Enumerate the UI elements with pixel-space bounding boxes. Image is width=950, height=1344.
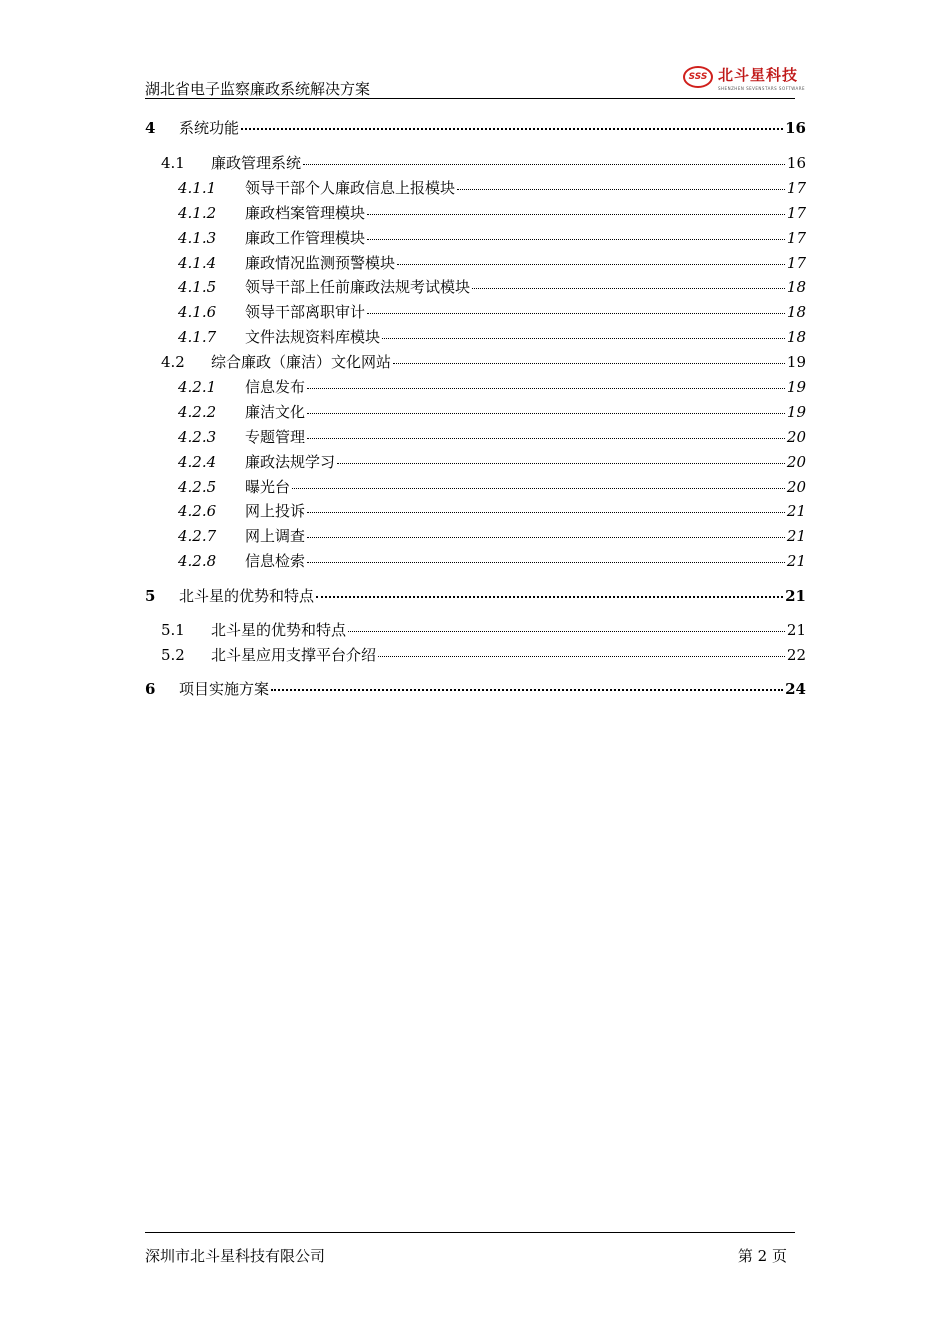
toc-entry-number: 5.2 bbox=[161, 646, 185, 664]
toc-entry-title: 廉政情况监测预警模块 bbox=[245, 254, 396, 272]
toc-entry-number: 4.2.4 bbox=[178, 453, 217, 471]
toc-entry-title: 网上调查 bbox=[245, 527, 306, 545]
page-header bbox=[145, 62, 806, 99]
toc-entry-number: 4.2.7 bbox=[178, 527, 217, 545]
toc-entry-page: 19 bbox=[786, 378, 806, 396]
toc-entry[interactable] bbox=[178, 376, 806, 398]
logo-subtitle: SHENZHEN SEVENSTARS SOFTWARE bbox=[718, 86, 806, 91]
toc-entry-number: 5 bbox=[145, 587, 156, 605]
toc-entry-number: 4.2.3 bbox=[178, 428, 217, 446]
toc-entry[interactable] bbox=[161, 351, 806, 373]
toc-entry[interactable] bbox=[178, 401, 806, 423]
toc-entry-number: 4.1.3 bbox=[178, 229, 217, 247]
toc-entry[interactable] bbox=[178, 276, 806, 298]
toc-entry[interactable] bbox=[178, 525, 806, 547]
toc-entry[interactable] bbox=[178, 227, 806, 249]
toc-entry-title: 廉洁文化 bbox=[245, 403, 306, 421]
toc-dot-leader bbox=[241, 128, 783, 130]
toc-entry-title: 廉政档案管理模块 bbox=[245, 204, 366, 222]
toc-dot-leader bbox=[307, 512, 785, 513]
toc-entry-page: 21 bbox=[786, 502, 806, 520]
toc-entry-page: 18 bbox=[786, 303, 806, 321]
toc-entry-number: 4.1 bbox=[161, 154, 185, 172]
toc-dot-leader bbox=[337, 463, 785, 464]
toc-entry[interactable] bbox=[178, 202, 806, 224]
toc-entry-title: 领导干部个人廉政信息上报模块 bbox=[245, 179, 456, 197]
toc-entry-page: 16 bbox=[785, 119, 806, 137]
toc-entry[interactable] bbox=[161, 619, 806, 641]
toc-dot-leader bbox=[457, 189, 785, 190]
toc-entry-number: 4.1.2 bbox=[178, 204, 217, 222]
toc-entry[interactable] bbox=[178, 252, 806, 274]
toc-entry-number: 4.2.2 bbox=[178, 403, 217, 421]
toc-entry-number: 4.2.6 bbox=[178, 502, 217, 520]
toc-dot-leader bbox=[367, 313, 785, 314]
toc-entry-title: 廉政管理系统 bbox=[211, 154, 302, 172]
toc-entry-page: 18 bbox=[786, 278, 806, 296]
toc-dot-leader bbox=[307, 562, 785, 563]
toc-entry-title: 专题管理 bbox=[245, 428, 306, 446]
toc-entry-page: 20 bbox=[786, 453, 806, 471]
toc-dot-leader bbox=[292, 488, 785, 489]
toc-entry-title: 信息检索 bbox=[245, 552, 306, 570]
toc-dot-leader bbox=[303, 164, 785, 165]
toc-entry-page: 22 bbox=[786, 646, 806, 664]
toc-dot-leader bbox=[367, 239, 785, 240]
toc-entry[interactable] bbox=[178, 301, 806, 323]
toc-entry-title: 北斗星的优势和特点 bbox=[179, 587, 315, 605]
page-footer bbox=[145, 1232, 795, 1273]
toc-entry[interactable] bbox=[178, 500, 806, 522]
company-logo bbox=[683, 64, 806, 96]
toc-entry[interactable] bbox=[178, 451, 806, 473]
toc-entry[interactable] bbox=[145, 585, 806, 607]
toc-entry-title: 信息发布 bbox=[245, 378, 306, 396]
toc-dot-leader bbox=[271, 689, 783, 691]
toc-dot-leader bbox=[367, 214, 785, 215]
toc-entry-title: 项目实施方案 bbox=[179, 680, 270, 698]
toc-entry-page: 17 bbox=[786, 229, 806, 247]
toc-dot-leader bbox=[393, 363, 785, 364]
toc-entry-number: 4.2 bbox=[161, 353, 185, 371]
toc-entry-number: 4.1.1 bbox=[178, 179, 217, 197]
toc-entry-title: 北斗星的优势和特点 bbox=[211, 621, 347, 639]
document-title: 湖北省电子监察廉政系统解决方案 bbox=[145, 80, 371, 98]
toc-entry[interactable] bbox=[178, 426, 806, 448]
toc-entry-title: 北斗星应用支撑平台介绍 bbox=[211, 646, 377, 664]
toc-entry-number: 4.2.1 bbox=[178, 378, 217, 396]
toc-entry[interactable] bbox=[161, 644, 806, 666]
toc-dot-leader bbox=[382, 338, 785, 339]
toc-entry-page: 21 bbox=[786, 621, 806, 639]
footer-company: 深圳市北斗星科技有限公司 bbox=[145, 1247, 326, 1265]
toc-dot-leader bbox=[348, 631, 785, 632]
toc-entry[interactable] bbox=[178, 326, 806, 348]
toc-entry-page: 17 bbox=[786, 179, 806, 197]
toc-entry-number: 4.1.4 bbox=[178, 254, 217, 272]
logo-name: 北斗星科技 bbox=[718, 66, 799, 84]
toc-dot-leader bbox=[316, 596, 783, 598]
toc-dot-leader bbox=[472, 288, 785, 289]
toc-entry-page: 21 bbox=[785, 587, 806, 605]
toc-entry-page: 20 bbox=[786, 478, 806, 496]
toc-entry[interactable] bbox=[178, 550, 806, 572]
toc-entry-title: 廉政法规学习 bbox=[245, 453, 336, 471]
toc-entry-number: 4 bbox=[145, 119, 156, 137]
toc-entry-title: 领导干部上任前廉政法规考试模块 bbox=[245, 278, 471, 296]
toc-entry-number: 4.1.7 bbox=[178, 328, 217, 346]
toc-entry-title: 曝光台 bbox=[245, 478, 291, 496]
toc-entry[interactable] bbox=[145, 117, 806, 139]
toc-entry-page: 21 bbox=[786, 527, 806, 545]
toc-entry-page: 20 bbox=[786, 428, 806, 446]
toc-entry-number: 4.2.8 bbox=[178, 552, 217, 570]
footer-page-number: 第 2 页 bbox=[737, 1247, 787, 1265]
toc-entry-page: 18 bbox=[786, 328, 806, 346]
toc-entry-page: 19 bbox=[786, 403, 806, 421]
toc-entry-number: 5.1 bbox=[161, 621, 185, 639]
toc-dot-leader bbox=[307, 413, 785, 414]
toc-entry-number: 6 bbox=[145, 680, 156, 698]
toc-entry-page: 19 bbox=[786, 353, 806, 371]
toc-entry[interactable] bbox=[145, 678, 806, 700]
toc-dot-leader bbox=[307, 438, 785, 439]
toc-entry-page: 17 bbox=[786, 204, 806, 222]
logo-mark: SSS bbox=[683, 66, 713, 88]
toc-dot-leader bbox=[378, 656, 785, 657]
toc-entry[interactable] bbox=[178, 476, 806, 498]
toc-entry-title: 系统功能 bbox=[179, 119, 240, 137]
toc-entry-title: 综合廉政（廉洁）文化网站 bbox=[211, 353, 392, 371]
toc-entry[interactable] bbox=[178, 177, 806, 199]
toc-dot-leader bbox=[397, 264, 785, 265]
toc-entry-number: 4.2.5 bbox=[178, 478, 217, 496]
toc-entry[interactable] bbox=[161, 152, 806, 174]
toc-entry-title: 领导干部离职审计 bbox=[245, 303, 366, 321]
toc-entry-number: 4.1.6 bbox=[178, 303, 217, 321]
toc-entry-page: 24 bbox=[785, 680, 806, 698]
toc-entry-title: 文件法规资料库模块 bbox=[245, 328, 381, 346]
toc-entry-title: 网上投诉 bbox=[245, 502, 306, 520]
toc-entry-page: 17 bbox=[786, 254, 806, 272]
toc-entry-number: 4.1.5 bbox=[178, 278, 217, 296]
toc-entry-title: 廉政工作管理模块 bbox=[245, 229, 366, 247]
toc-entry-page: 21 bbox=[786, 552, 806, 570]
toc-dot-leader bbox=[307, 537, 785, 538]
toc-dot-leader bbox=[307, 388, 785, 389]
toc-entry-page: 16 bbox=[786, 154, 806, 172]
